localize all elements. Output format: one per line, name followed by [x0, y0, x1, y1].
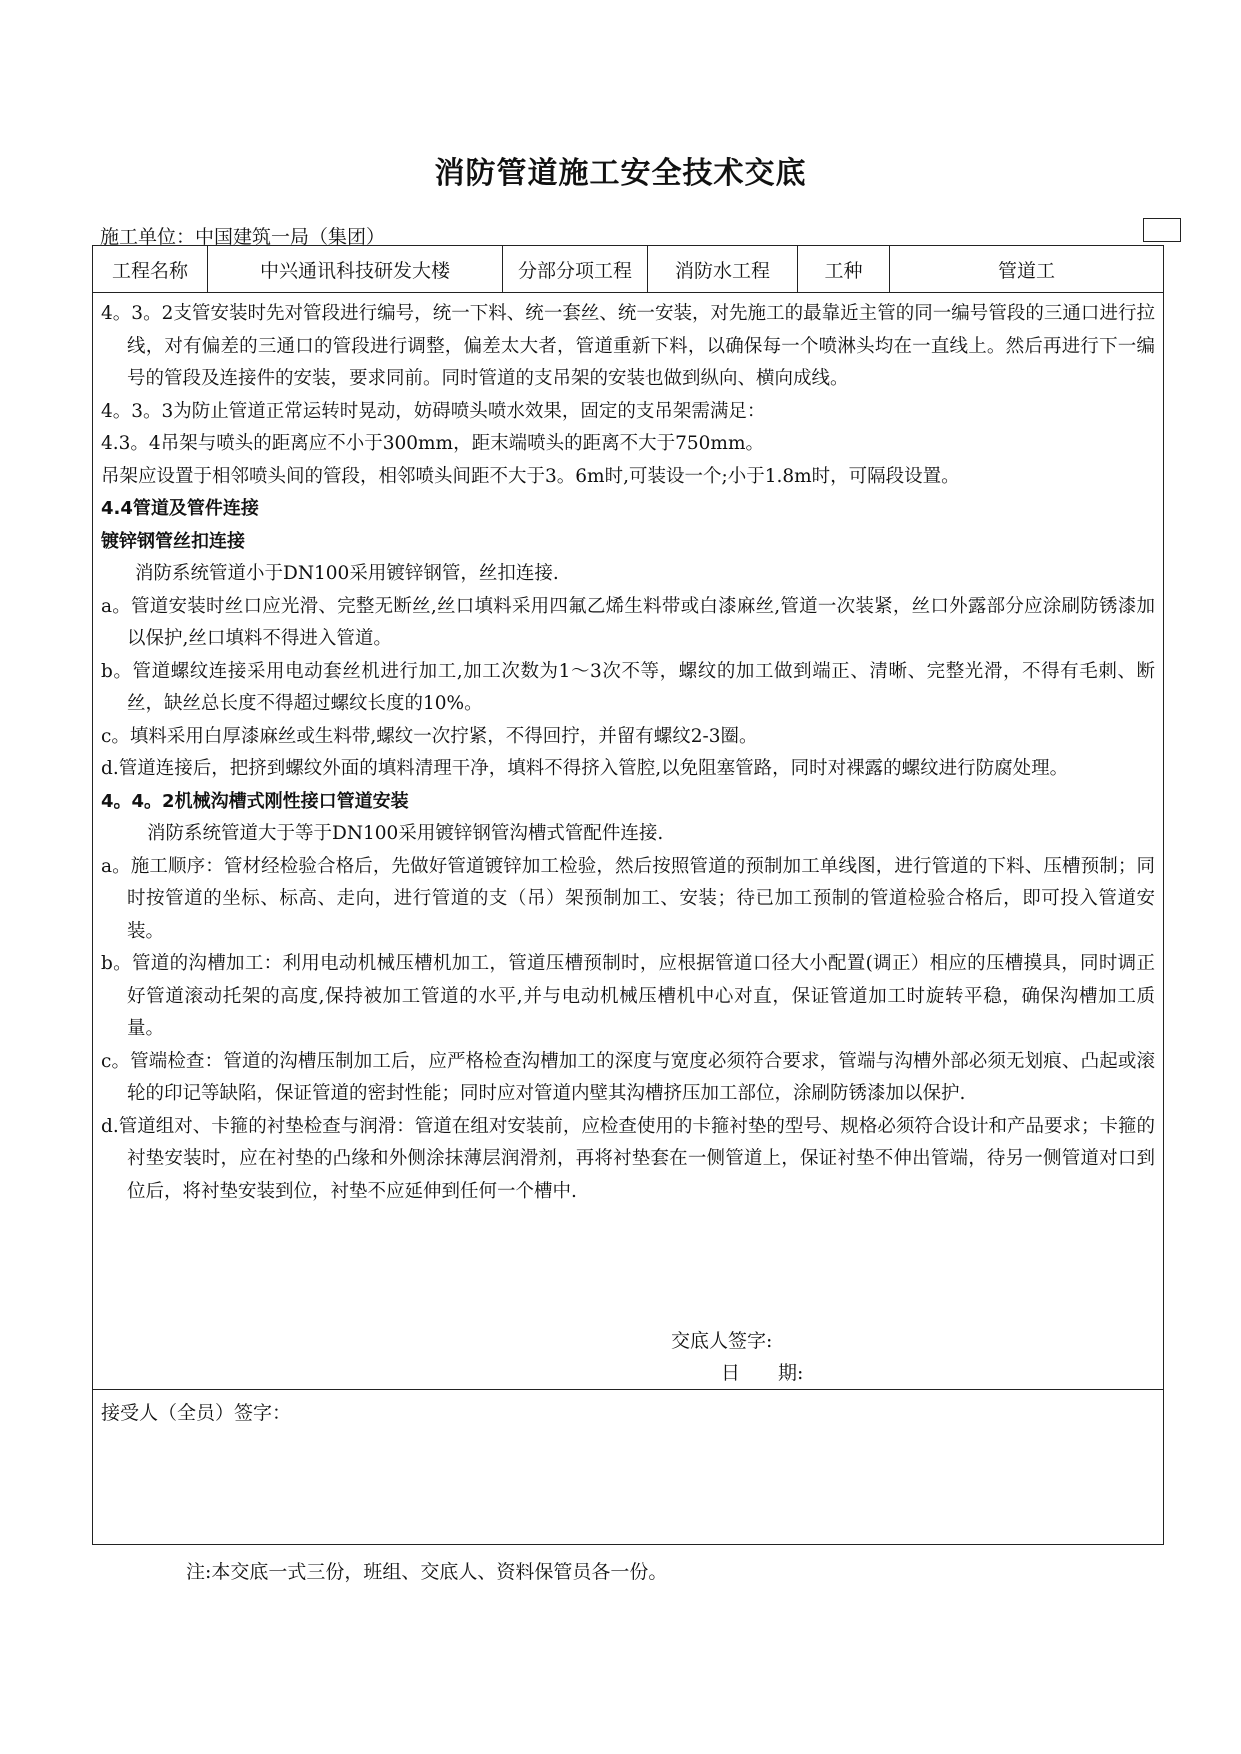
construction-unit: 施工单位：中国建筑一局（集团）: [100, 226, 386, 248]
paragraph: c。管端检查：管道的沟槽压制加工后，应严格检查沟槽加工的深度与宽度必须符合要求，管端与沟槽外部必须无划痕、凸起或滚轮的印记等缺陷，保证管道的密封性能；同时应对管道内壁其沟槽挤压加工部位，涂刷防锈漆加以保护.: [101, 1050, 1155, 1104]
receiver-signature-label: 接受人（全员）签字：: [101, 1402, 292, 1424]
paragraph: a。施工顺序：管材经检验合格后，先做好管道镀锌加工检验，然后按照管道的预制加工单线图，进行管道的下料、压槽预制；同时按管道的坐标、标高、走向，进行管道的支（吊）架预制加工、安装；待已加工预制的管道检验合格后，即可投入管道安装。: [101, 855, 1155, 942]
disclosure-content: [101, 298, 1155, 1208]
divider: [93, 1389, 1163, 1390]
section-heading: 4.4管道及管件连接: [101, 498, 259, 519]
trade-label: 工种: [798, 246, 890, 292]
subproject-value: 消防水工程: [648, 246, 798, 292]
paragraph: d.管道连接后，把挤到螺纹外面的填料清理干净，填料不得挤入管腔,以免阻塞管路，同时对裸露的螺纹进行防腐处理。: [101, 758, 1069, 779]
section-heading: 4。4。2机械沟槽式刚性接口管道安装: [101, 790, 409, 812]
subproject-label: 分部分项工程: [503, 246, 648, 292]
footnote: 注:本交底一式三份，班组、交底人、资料保管员各一份。: [186, 1561, 668, 1583]
paragraph: a。管道安装时丝口应光滑、完整无断丝,丝口填料采用四氟乙烯生料带或白漆麻丝,管道一次装紧，丝口外露部分应涂刷防锈漆加以保护,丝口填料不得进入管道。: [101, 595, 1155, 649]
document-title: 消防管道施工安全技术交底: [434, 156, 807, 191]
disclosure-table: [92, 245, 1164, 1545]
paragraph: b。管道的沟槽加工：利用电动机械压槽机加工，管道压槽预制时，应根据管道口径大小配置(调正）相应的压槽摸具，同时调正好管道滚动托架的高度,保持被加工管道的水平,并与电动机械压槽机中心对直，保证管道加工时旋转平稳，确保沟槽加工质量。: [101, 953, 1155, 1039]
section-heading: 镀锌钢管丝扣连接: [101, 530, 245, 552]
date-label: 日 期:: [721, 1362, 804, 1384]
header-row: [93, 246, 1163, 293]
project-name-label: 工程名称: [93, 246, 208, 292]
trade-value: 管道工: [997, 259, 1055, 282]
paragraph: 4。3。2支管安装时先对管段进行编号，统一下料、统一套丝、统一安装，对先施工的最靠近主管的同一编号管段的三通口进行拉线，对有偏差的三通口的管段进行调整，偏差太大者，管道重新下料，以确保每一个喷淋头均在一直线上。然后再进行下一编号的管段及连接件的安装，要求同前。同时管道的支吊架的安装也做到纵向、横向成线。: [101, 303, 1155, 389]
paragraph: b。管道螺纹连接采用电动套丝机进行加工,加工次数为1～3次不等，螺纹的加工做到端正、清晰、完整光滑，不得有毛刺、断丝，缺丝总长度不得超过螺纹长度的10%。: [101, 660, 1155, 714]
paragraph: 吊架应设置于相邻喷头间的管段，相邻喷头间距不大于3。6m时,可装设一个;小于1.8m时，可隔段设置。: [101, 465, 960, 487]
paragraph: d.管道组对、卡箍的衬垫检查与润滑：管道在组对安装前，应检查使用的卡箍衬垫的型号、规格必须符合设计和产品要求；卡箍的衬垫安装时，应在衬垫的凸缘和外侧涂抹薄层润滑剂，再将衬垫套在一侧管道上，保证衬垫不伸出管端，待另一侧管道对口到位后，将衬垫安装到位，衬垫不应延伸到任何一个槽中.: [101, 1115, 1155, 1202]
paragraph: c。填料采用白厚漆麻丝或生料带,螺纹一次拧紧，不得回拧，并留有螺纹2-3圈。: [101, 725, 758, 747]
blank-box: [1143, 218, 1181, 242]
paragraph: 消防系统管道大于等于DN100采用镀锌钢管沟槽式管配件连接.: [147, 823, 664, 844]
paragraph: 4.3。4吊架与喷头的距离应不小于300mm，距末端喷头的距离不大于750mm。: [101, 433, 764, 454]
paragraph: 消防系统管道小于DN100采用镀锌钢管，丝扣连接.: [135, 563, 559, 584]
paragraph: 4。3。3为防止管道正常运转时晃动，妨碍喷头喷水效果，固定的支吊架需满足：: [101, 400, 766, 422]
discloser-signature-label: 交底人签字:: [671, 1330, 773, 1352]
project-name-value: 中兴通讯科技研发大楼: [208, 246, 503, 292]
